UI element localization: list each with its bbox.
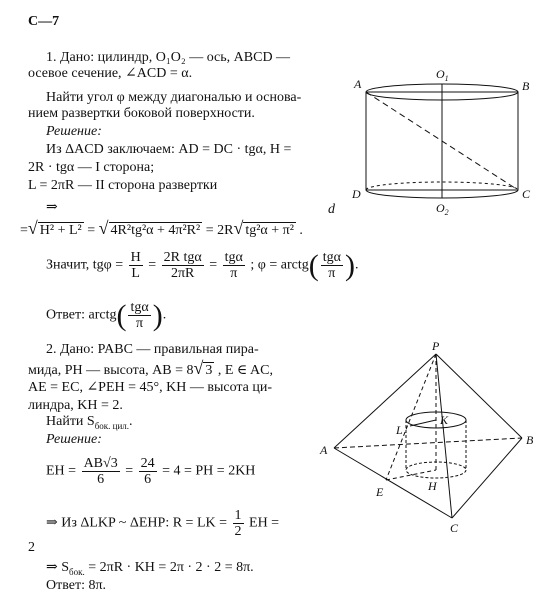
p2-eh-formula: EH = $\frac{AB√3}{6}$ = $\frac{24}{6}$ = 4 = PH = 2KH	[46, 456, 256, 487]
frac-tga-pi-3: $\frac{\text{tgα}}{\pi}$	[130, 300, 149, 331]
p1-formula-diagonal	[20, 220, 303, 239]
sqrt-sign: √	[98, 218, 109, 238]
p1-sol-line2: 2R · tgα — I сторона;	[28, 160, 155, 175]
p1-answer: Ответ: arctg( $\frac{\text{tgα}}{\pi}$ ).	[46, 298, 167, 332]
frac-1-2: $\frac{1}{2}$	[234, 508, 242, 539]
f1-hl: H² + L²	[39, 223, 82, 238]
p2-line5: Найти $S_{бок. цил.}$.	[46, 414, 133, 431]
p2-two: 2	[28, 540, 35, 555]
p2-line4: линдра, KH = 2.	[28, 398, 123, 413]
p2-line2: мида, PH — высота, AB = 8√ 3 , E ∈ AC,	[28, 358, 273, 378]
p1-line2: осевое сечение, ∠ACD = α.	[28, 66, 193, 81]
frac-tga-pi-2: $\frac{\text{tgα}}{\pi}$	[322, 250, 341, 281]
label-P: P	[432, 340, 440, 353]
f1-simplified: tg²α + π²	[245, 223, 294, 238]
f1-eq2: =	[83, 223, 99, 238]
frac-tga-pi: $\frac{\text{tgα}}{\pi}$	[224, 250, 243, 281]
frac-2rtga-2pir: $\frac{\text{2R tgα}}{2\pi R}$	[163, 250, 202, 281]
f1-eq: =	[20, 223, 28, 238]
p1-tgphi: Значит, tgφ = $\frac{H}{L}$ = $\frac{\text{2R tgα}}{2\pi R}$ = $\frac{\text{tgα}}{\pi}$ ; φ = arctg( $\frac{\text{tgα}}{\pi}$ ).	[46, 248, 359, 282]
p1-arrow: ⇒	[46, 200, 58, 215]
label-K: K	[440, 413, 449, 427]
edge-cb	[452, 438, 522, 518]
p2-answer: Ответ: 8π.	[46, 578, 107, 593]
cylinder-figure	[350, 62, 535, 222]
page-header: С—7	[28, 14, 60, 29]
label-E: E	[376, 485, 384, 499]
p2-solution-label: Решение:	[46, 432, 102, 447]
label-H: H	[428, 479, 437, 493]
p1-line4: нием развертки боковой поверхности.	[28, 106, 255, 121]
p2-area: ⇒ $S_{бок.} = 2\pi R$ · KH = 2π · 2 · 2 = 8π.	[46, 560, 254, 577]
p1-line3: Найти угол φ между диагональю и основа-	[46, 90, 302, 105]
label-B: B	[522, 79, 530, 93]
label-L: L	[396, 423, 403, 437]
label-D: D	[352, 187, 361, 201]
frac-24-6: $\frac{24}{6}$	[140, 456, 155, 487]
edge-pc	[436, 354, 452, 518]
p2-line3: AE = EC, ∠PEH = 45°, KH — высота ци-	[28, 380, 273, 395]
segment-lk	[410, 420, 436, 426]
label-A: A	[320, 443, 328, 457]
tgphi-label: Значит, tgφ =	[46, 257, 124, 273]
label-O1: $O_1$	[436, 67, 449, 83]
edge-ab-hidden	[334, 438, 522, 448]
label-O2: $O_2$	[436, 201, 449, 217]
p1-sol-line1: Из ΔACD заключаем: AD = DC · tgα, H =	[46, 142, 292, 157]
label-A: A	[354, 77, 362, 91]
p1-sol-line3: L = 2πR — II сторона развертки	[28, 178, 218, 193]
apothem-pe	[386, 354, 436, 480]
sqrt-sign: √	[27, 218, 38, 238]
pyramid-figure	[318, 340, 543, 535]
p2-line1: 2. Дано: PABC — правильная пира-	[46, 342, 259, 357]
f1-expanded: 4R²tg²α + 4π²R²	[110, 223, 201, 238]
p1-solution-label: Решение:	[46, 124, 102, 139]
f1-2r: = 2R	[202, 223, 234, 238]
p1-d-label: d	[328, 202, 335, 217]
frac-ab-6: $\frac{AB√3}{6}$	[83, 456, 118, 487]
frac-h-l: $\frac{H}{L}$	[130, 250, 141, 281]
label-B: B	[526, 433, 534, 447]
label-C: C	[450, 521, 459, 535]
p1-line1: 1. Дано: цилиндр, O₁O₂ — ось, ABCD —	[46, 50, 291, 65]
p2-similarity: ⇒ Из ΔLKP ~ ΔEHP: R = LK = $\frac{1}{2}$ EH =	[46, 508, 280, 539]
edge-pb	[436, 354, 522, 438]
edge-pa	[334, 354, 436, 448]
sqrt-sign: √	[233, 218, 244, 238]
label-C: C	[522, 187, 531, 201]
f1-dot: .	[295, 223, 303, 238]
